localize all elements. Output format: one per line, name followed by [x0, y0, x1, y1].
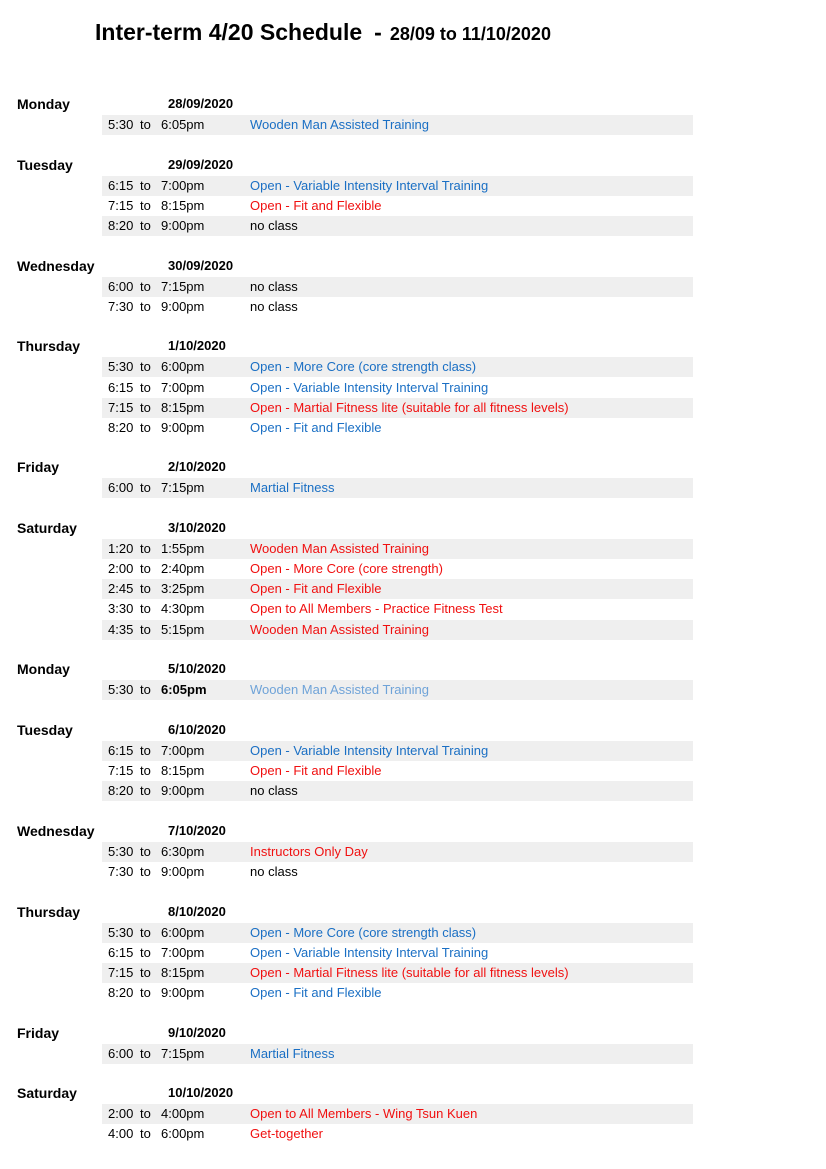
session-to-label: to	[140, 217, 151, 233]
session-start-time: 6:15	[108, 379, 134, 395]
session-row	[102, 741, 693, 761]
session-class-name: Open - Martial Fitness lite (suitable for all fitness levels)	[250, 399, 569, 415]
session-class-name: no class	[250, 217, 298, 233]
session-class-name: Open - Fit and Flexible	[250, 197, 382, 213]
session-class-name: Open - Martial Fitness lite (suitable for all fitness levels)	[250, 964, 569, 980]
session-start-time: 6:15	[108, 177, 134, 193]
session-class-name: Wooden Man Assisted Training	[250, 621, 429, 637]
session-start-time: 6:15	[108, 742, 134, 758]
session-start-time: 5:30	[108, 924, 134, 940]
session-row	[102, 963, 693, 983]
day-name: Friday	[17, 1024, 60, 1041]
session-to-label: to	[140, 541, 151, 557]
session-start-time: 2:00	[108, 561, 134, 577]
session-to-label: to	[140, 177, 151, 193]
session-end-time: 6:30pm	[161, 843, 205, 859]
session-row	[102, 418, 693, 438]
day-name: Tuesday	[17, 156, 73, 173]
session-class-name: Open - Fit and Flexible	[250, 984, 382, 1000]
session-to-label: to	[140, 843, 151, 859]
session-class-name: no class	[250, 863, 298, 879]
session-end-time: 4:00pm	[161, 1106, 205, 1122]
session-row	[102, 923, 693, 943]
session-end-time: 1:55pm	[161, 541, 205, 557]
title-dash: -	[374, 19, 382, 45]
session-class-name: Get-together	[250, 1126, 323, 1142]
session-row	[102, 579, 693, 599]
session-start-time: 8:20	[108, 984, 134, 1000]
session-end-time: 7:15pm	[161, 1045, 205, 1061]
day-header	[0, 660, 826, 680]
session-start-time: 6:15	[108, 944, 134, 960]
session-start-time: 5:30	[108, 682, 134, 698]
session-row	[102, 842, 693, 862]
day-header	[0, 257, 826, 277]
session-row	[102, 761, 693, 781]
session-class-name: Wooden Man Assisted Training	[250, 117, 429, 133]
session-class-name: Open - Variable Intensity Interval Training	[250, 177, 489, 193]
session-start-time: 2:45	[108, 581, 134, 597]
session-end-time: 4:30pm	[161, 601, 205, 617]
session-to-label: to	[140, 742, 151, 758]
session-end-time: 8:15pm	[161, 763, 205, 779]
session-start-time: 6:00	[108, 480, 134, 496]
session-to-label: to	[140, 197, 151, 213]
day-header	[0, 95, 826, 115]
day-date: 10/10/2020	[168, 1085, 234, 1101]
day-date: 9/10/2020	[168, 1024, 226, 1040]
day-date: 7/10/2020	[168, 822, 226, 838]
session-end-time: 9:00pm	[161, 298, 205, 314]
session-to-label: to	[140, 924, 151, 940]
day-header	[0, 519, 826, 539]
session-to-label: to	[140, 359, 151, 375]
session-end-time: 8:15pm	[161, 197, 205, 213]
session-end-time: 7:15pm	[161, 278, 205, 294]
session-row	[102, 559, 693, 579]
session-row	[102, 176, 693, 196]
session-class-name: Wooden Man Assisted Training	[250, 682, 429, 698]
session-end-time: 8:15pm	[161, 399, 205, 415]
session-end-time: 9:00pm	[161, 984, 205, 1000]
title-main: Inter-term 4/20 Schedule	[95, 19, 363, 45]
session-class-name: no class	[250, 783, 298, 799]
session-row	[102, 378, 693, 398]
day-header	[0, 156, 826, 176]
day-name: Tuesday	[17, 721, 73, 738]
session-end-time: 9:00pm	[161, 863, 205, 879]
session-end-time: 3:25pm	[161, 581, 205, 597]
session-start-time: 6:00	[108, 1045, 134, 1061]
day-header	[0, 903, 826, 923]
session-to-label: to	[140, 863, 151, 879]
session-end-time: 6:00pm	[161, 1126, 205, 1142]
session-start-time: 7:15	[108, 399, 134, 415]
day-name: Saturday	[17, 520, 77, 537]
title-date-range: 28/09 to 11/10/2020	[389, 24, 551, 44]
day-name: Wednesday	[17, 822, 95, 839]
session-to-label: to	[140, 581, 151, 597]
day-header	[0, 822, 826, 842]
session-row	[102, 398, 693, 418]
session-to-label: to	[140, 117, 151, 133]
session-class-name: Open - More Core (core strength class)	[250, 359, 477, 375]
session-row	[102, 680, 693, 700]
session-end-time: 7:15pm	[161, 480, 205, 496]
session-to-label: to	[140, 944, 151, 960]
session-class-name: Open - Variable Intensity Interval Training	[250, 742, 489, 758]
session-to-label: to	[140, 561, 151, 577]
session-to-label: to	[140, 621, 151, 637]
page-title	[95, 19, 551, 46]
day-date: 1/10/2020	[168, 338, 226, 354]
session-start-time: 7:15	[108, 197, 134, 213]
session-to-label: to	[140, 379, 151, 395]
session-start-time: 7:30	[108, 298, 134, 314]
session-row	[102, 1044, 693, 1064]
session-row	[102, 862, 693, 882]
session-row	[102, 115, 693, 135]
session-to-label: to	[140, 480, 151, 496]
day-date: 6/10/2020	[168, 721, 226, 737]
session-start-time: 7:15	[108, 964, 134, 980]
session-class-name: no class	[250, 298, 298, 314]
session-start-time: 6:00	[108, 278, 134, 294]
session-start-time: 1:20	[108, 541, 134, 557]
session-to-label: to	[140, 298, 151, 314]
session-end-time: 5:15pm	[161, 621, 205, 637]
session-row	[102, 620, 693, 640]
session-end-time: 6:05pm	[161, 682, 207, 698]
session-end-time: 9:00pm	[161, 783, 205, 799]
session-to-label: to	[140, 1106, 151, 1122]
session-row	[102, 297, 693, 317]
session-end-time: 9:00pm	[161, 217, 205, 233]
day-name: Monday	[17, 661, 70, 678]
session-class-name: Instructors Only Day	[250, 843, 368, 859]
session-start-time: 7:15	[108, 763, 134, 779]
session-start-time: 5:30	[108, 843, 134, 859]
day-header	[0, 721, 826, 741]
day-date: 8/10/2020	[168, 903, 226, 919]
session-class-name: Open to All Members - Wing Tsun Kuen	[250, 1106, 478, 1122]
session-class-name: Open to All Members - Practice Fitness Test	[250, 601, 503, 617]
session-to-label: to	[140, 984, 151, 1000]
session-row	[102, 196, 693, 216]
session-end-time: 6:00pm	[161, 924, 205, 940]
day-name: Wednesday	[17, 257, 95, 274]
session-to-label: to	[140, 964, 151, 980]
session-to-label: to	[140, 1045, 151, 1061]
session-start-time: 5:30	[108, 359, 134, 375]
session-class-name: Open - More Core (core strength)	[250, 561, 443, 577]
session-to-label: to	[140, 278, 151, 294]
session-start-time: 8:20	[108, 217, 134, 233]
day-date: 3/10/2020	[168, 520, 226, 536]
session-class-name: Open - Fit and Flexible	[250, 581, 382, 597]
session-start-time: 4:35	[108, 621, 134, 637]
session-to-label: to	[140, 399, 151, 415]
day-date: 30/09/2020	[168, 257, 234, 273]
day-name: Monday	[17, 96, 70, 112]
day-date: 28/09/2020	[168, 96, 234, 111]
session-row	[102, 1104, 693, 1124]
session-to-label: to	[140, 783, 151, 799]
day-header	[0, 1024, 826, 1044]
session-to-label: to	[140, 1126, 151, 1142]
session-end-time: 8:15pm	[161, 964, 205, 980]
day-name: Thursday	[17, 903, 81, 920]
session-row	[102, 943, 693, 963]
session-row	[102, 539, 693, 559]
session-to-label: to	[140, 419, 151, 435]
day-date: 29/09/2020	[168, 156, 234, 172]
session-to-label: to	[140, 763, 151, 779]
session-class-name: Open - Fit and Flexible	[250, 419, 382, 435]
session-row	[102, 216, 693, 236]
session-row	[102, 478, 693, 498]
session-end-time: 7:00pm	[161, 742, 205, 758]
session-class-name: Martial Fitness	[250, 480, 335, 496]
session-row	[102, 983, 693, 1003]
session-row	[102, 781, 693, 801]
day-date: 5/10/2020	[168, 661, 226, 677]
session-class-name: Open - Variable Intensity Interval Training	[250, 379, 489, 395]
session-row	[102, 277, 693, 297]
session-row	[102, 599, 693, 619]
day-header	[0, 337, 826, 357]
session-start-time: 4:00	[108, 1126, 134, 1142]
day-date: 2/10/2020	[168, 459, 226, 475]
session-start-time: 5:30	[108, 117, 134, 133]
session-class-name: Open - More Core (core strength class)	[250, 924, 477, 940]
session-end-time: 7:00pm	[161, 177, 205, 193]
session-end-time: 6:00pm	[161, 359, 205, 375]
session-class-name: Open - Variable Intensity Interval Training	[250, 944, 489, 960]
day-name: Saturday	[17, 1085, 77, 1102]
session-row	[102, 357, 693, 377]
session-class-name: Wooden Man Assisted Training	[250, 541, 429, 557]
day-name: Friday	[17, 459, 60, 476]
session-class-name: no class	[250, 278, 298, 294]
session-end-time: 6:05pm	[161, 117, 205, 133]
session-class-name: Martial Fitness	[250, 1045, 335, 1061]
session-start-time: 2:00	[108, 1106, 134, 1122]
day-header	[0, 458, 826, 478]
session-to-label: to	[140, 601, 151, 617]
session-row	[102, 1124, 693, 1144]
session-start-time: 7:30	[108, 863, 134, 879]
session-to-label: to	[140, 682, 151, 698]
session-start-time: 8:20	[108, 783, 134, 799]
session-start-time: 8:20	[108, 419, 134, 435]
session-start-time: 3:30	[108, 601, 134, 617]
session-end-time: 2:40pm	[161, 561, 205, 577]
session-end-time: 9:00pm	[161, 419, 205, 435]
day-header	[0, 1084, 826, 1104]
session-end-time: 7:00pm	[161, 379, 205, 395]
day-name: Thursday	[17, 338, 81, 355]
session-class-name: Open - Fit and Flexible	[250, 763, 382, 779]
session-end-time: 7:00pm	[161, 944, 205, 960]
